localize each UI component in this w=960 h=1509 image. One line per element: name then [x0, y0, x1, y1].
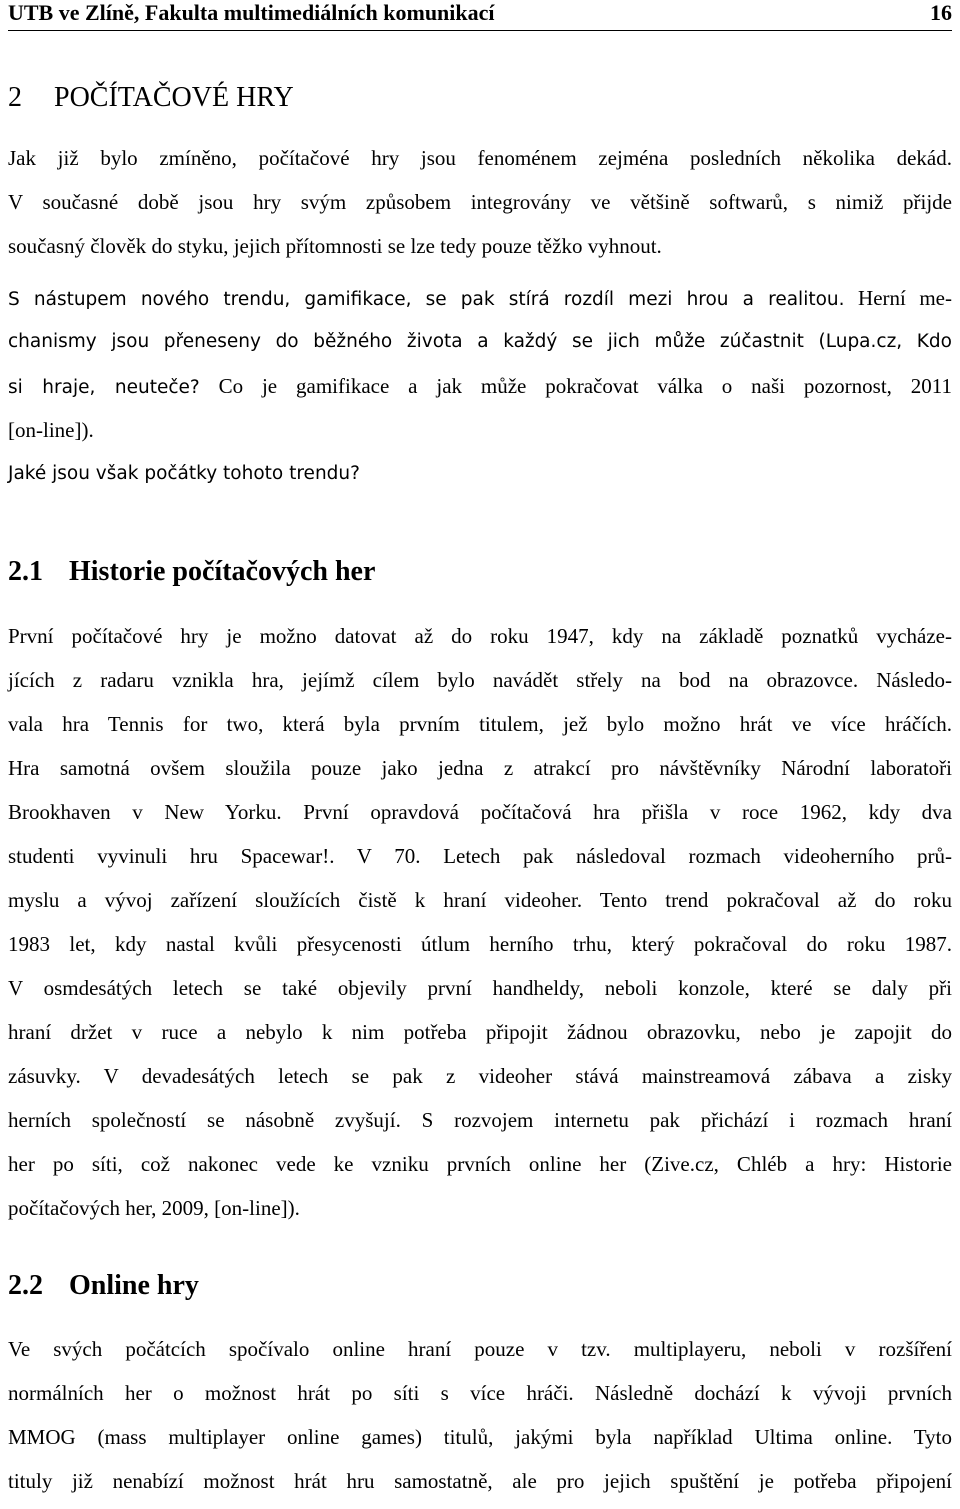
section-heading-2-1	[8, 552, 375, 592]
section-number: 2.2	[8, 1270, 43, 1301]
text-line	[8, 282, 952, 326]
text-span: si hraje, neuteče?	[8, 377, 200, 398]
text-line	[8, 370, 952, 414]
text-line: V osmdesátých letech se také objevily první handheldy, neboli konzole, které se daly při	[8, 976, 952, 1000]
text-line: První počítačové hry je možno datovat až do roku 1947, kdy na základě poznatků vycháze-	[8, 624, 952, 648]
text-line: V současné době jsou hry svým způsobem integrovány ve většině softwarů, s nimiž přijde	[8, 190, 952, 214]
section-number: 2.1	[8, 556, 43, 587]
chapter-heading	[8, 78, 294, 118]
text-line: herních společností se násobně zvyšují. S rozvojem internetu pak přichází i rozmach hraní	[8, 1108, 952, 1132]
text-line: Jaké jsou však počátky tohoto trendu?	[8, 463, 360, 484]
text-line: [on-line]).	[8, 418, 94, 442]
text-span: S nástupem nového trendu, gamifikace, se pak stírá rozdíl mezi hrou a realitou.	[8, 289, 845, 310]
text-line: Ve svých počátcích spočívalo online hraní pouze v tzv. multiplayeru, neboli v rozšíření	[8, 1337, 952, 1361]
text-line: studenti vyvinuli hru Spacewar!. V 70. Letech pak následoval rozmach videoherního prů-	[8, 844, 952, 868]
header-title: UTB ve Zlíně, Fakulta multimediálních komunikací	[8, 0, 495, 25]
text-line: her po síti, což nakonec vede ke vzniku prvních online her (Zive.cz, Chléb a hry: Historie	[8, 1152, 952, 1176]
text-line: tituly již nenabízí možnost hrát hru samostatně, ale pro jejich spuštění je potřeba připojení	[8, 1469, 952, 1493]
text-line: počítačových her, 2009, [on-line]).	[8, 1196, 300, 1220]
text-line: zásuvky. V devadesátých letech se pak z videoher stává mainstreamová zábava a zisky	[8, 1064, 952, 1088]
page-number: 16	[930, 0, 952, 25]
chapter-title: POČÍTAČOVÉ HRY	[54, 82, 294, 113]
chapter-number: 2	[8, 82, 22, 113]
text-line: MMOG (mass multiplayer online games) titulů, jakými byla například Ultima online. Tyto	[8, 1425, 952, 1449]
text-line: Hra samotná ovšem sloužila pouze jako jedna z atrakcí pro návštěvníky Národní laboratoři	[8, 756, 952, 780]
text-line: jících z radaru vznikla hra, jejímž cílem bylo navádět střely na bod na obrazovce. Následo-	[8, 668, 952, 692]
section-title: Historie počítačových her	[69, 556, 376, 587]
intro-paragraph	[8, 142, 952, 274]
text-line: Brookhaven v New Yorku. První opravdová počítačová hra přišla v roce 1962, kdy dva	[8, 800, 952, 824]
text-line: vala hra Tennis for two, která byla prvním titulem, jež bylo možno hrát ve více hráčích.	[8, 712, 952, 736]
gamification-paragraph	[8, 282, 952, 502]
text-line: myslu a vývoj zařízení sloužících čistě k hraní videoher. Tento trend pokračoval až do roku	[8, 888, 952, 912]
text-span: Herní me-	[858, 286, 952, 310]
text-line: 1983 let, kdy nastal kvůli přesycenosti útlum herního trhu, který pokračoval do roku 1987.	[8, 932, 952, 956]
section-heading-2-2	[8, 1266, 199, 1306]
text-line: Jak již bylo zmíněno, počítačové hry jsou fenoménem zejména posledních několika dekád.	[8, 146, 952, 170]
online-games-paragraph	[8, 1333, 952, 1509]
history-paragraph	[8, 620, 952, 1236]
text-line: současný člověk do styku, jejich přítomnosti se lze tedy pouze těžko vyhnout.	[8, 234, 662, 258]
text-line: normálních her o možnost hrát po síti s více hráči. Následně dochází k vývoji prvních	[8, 1381, 952, 1405]
text-line: hraní držet v ruce a nebylo k nim potřeba připojit žádnou obrazovku, nebo je zapojit do	[8, 1020, 952, 1044]
text-span: Co je gamifikace a jak může pokračovat válka o naši pozornost, 2011	[218, 374, 953, 398]
page-header	[8, 0, 952, 31]
section-title: Online hry	[69, 1270, 199, 1301]
text-line: chanismy jsou přeneseny do běžného života a každý se jich může zúčastnit (Lupa.cz, Kdo	[8, 331, 952, 352]
